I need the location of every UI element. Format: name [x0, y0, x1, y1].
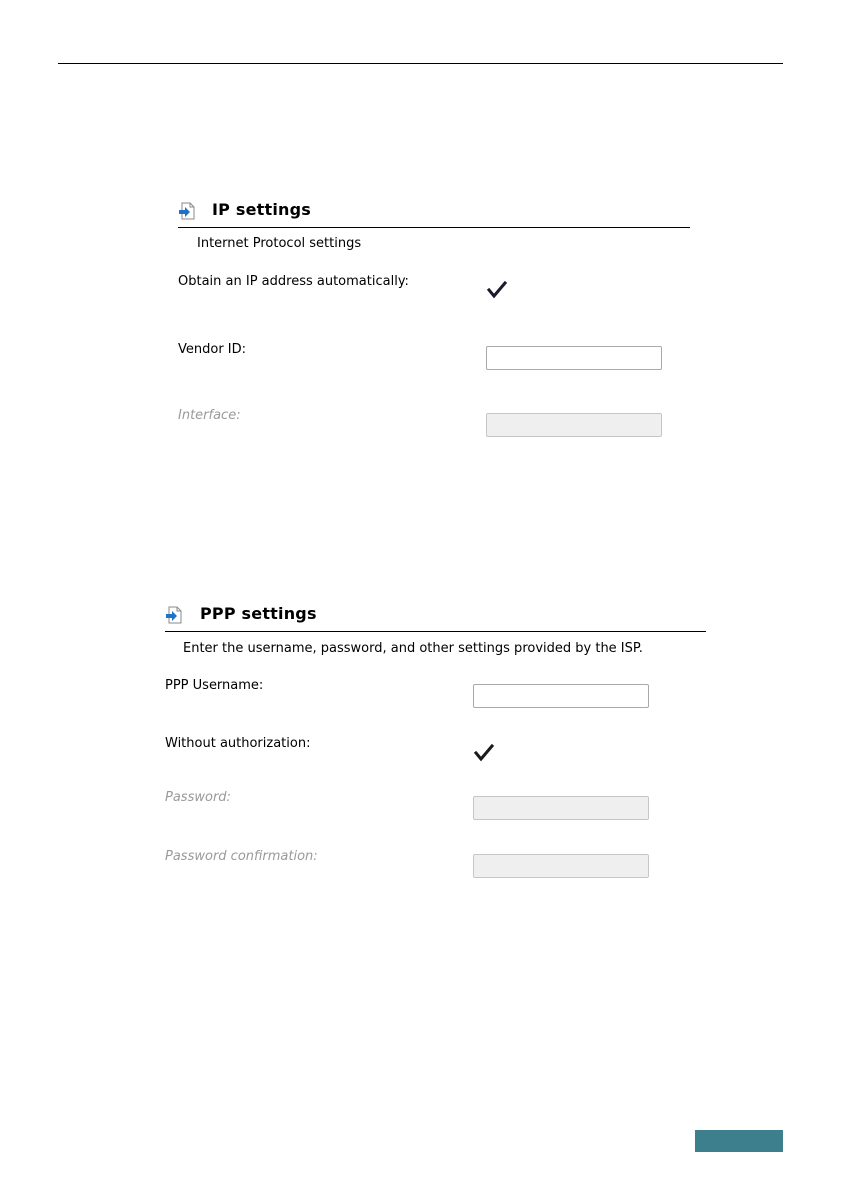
- password-confirm-label: Password confirmation:: [165, 849, 318, 864]
- ip-settings-divider: [178, 227, 690, 228]
- password-input: [473, 796, 649, 820]
- interface-input: [486, 413, 662, 437]
- page-arrow-icon: [178, 202, 196, 220]
- ppp-settings-panel: [165, 600, 706, 890]
- ip-settings-title: IP settings: [212, 200, 311, 219]
- ppp-username-input[interactable]: [473, 684, 649, 708]
- ppp-settings-subtitle: Enter the username, password, and other settings provided by the ISP.: [183, 641, 643, 656]
- page-top-rule: [58, 63, 783, 64]
- password-confirm-input: [473, 854, 649, 878]
- obtain-ip-label: Obtain an IP address automatically:: [178, 274, 409, 289]
- vendor-id-input[interactable]: [486, 346, 662, 370]
- without-auth-label: Without authorization:: [165, 736, 311, 751]
- ip-settings-header: [178, 196, 690, 226]
- obtain-ip-checkbox[interactable]: [486, 279, 508, 301]
- page-arrow-icon: [165, 606, 183, 624]
- page-footer-bar: [695, 1130, 783, 1152]
- vendor-id-label: Vendor ID:: [178, 342, 247, 357]
- ppp-username-label: PPP Username:: [165, 678, 264, 693]
- ip-settings-subtitle: Internet Protocol settings: [197, 236, 362, 251]
- ppp-settings-title: PPP settings: [200, 604, 317, 623]
- password-label: Password:: [165, 790, 231, 805]
- ip-settings-panel: [178, 196, 690, 446]
- ppp-settings-header: [165, 600, 706, 630]
- interface-label: Interface:: [178, 408, 241, 423]
- ppp-settings-divider: [165, 631, 706, 632]
- without-auth-checkbox[interactable]: [473, 742, 495, 764]
